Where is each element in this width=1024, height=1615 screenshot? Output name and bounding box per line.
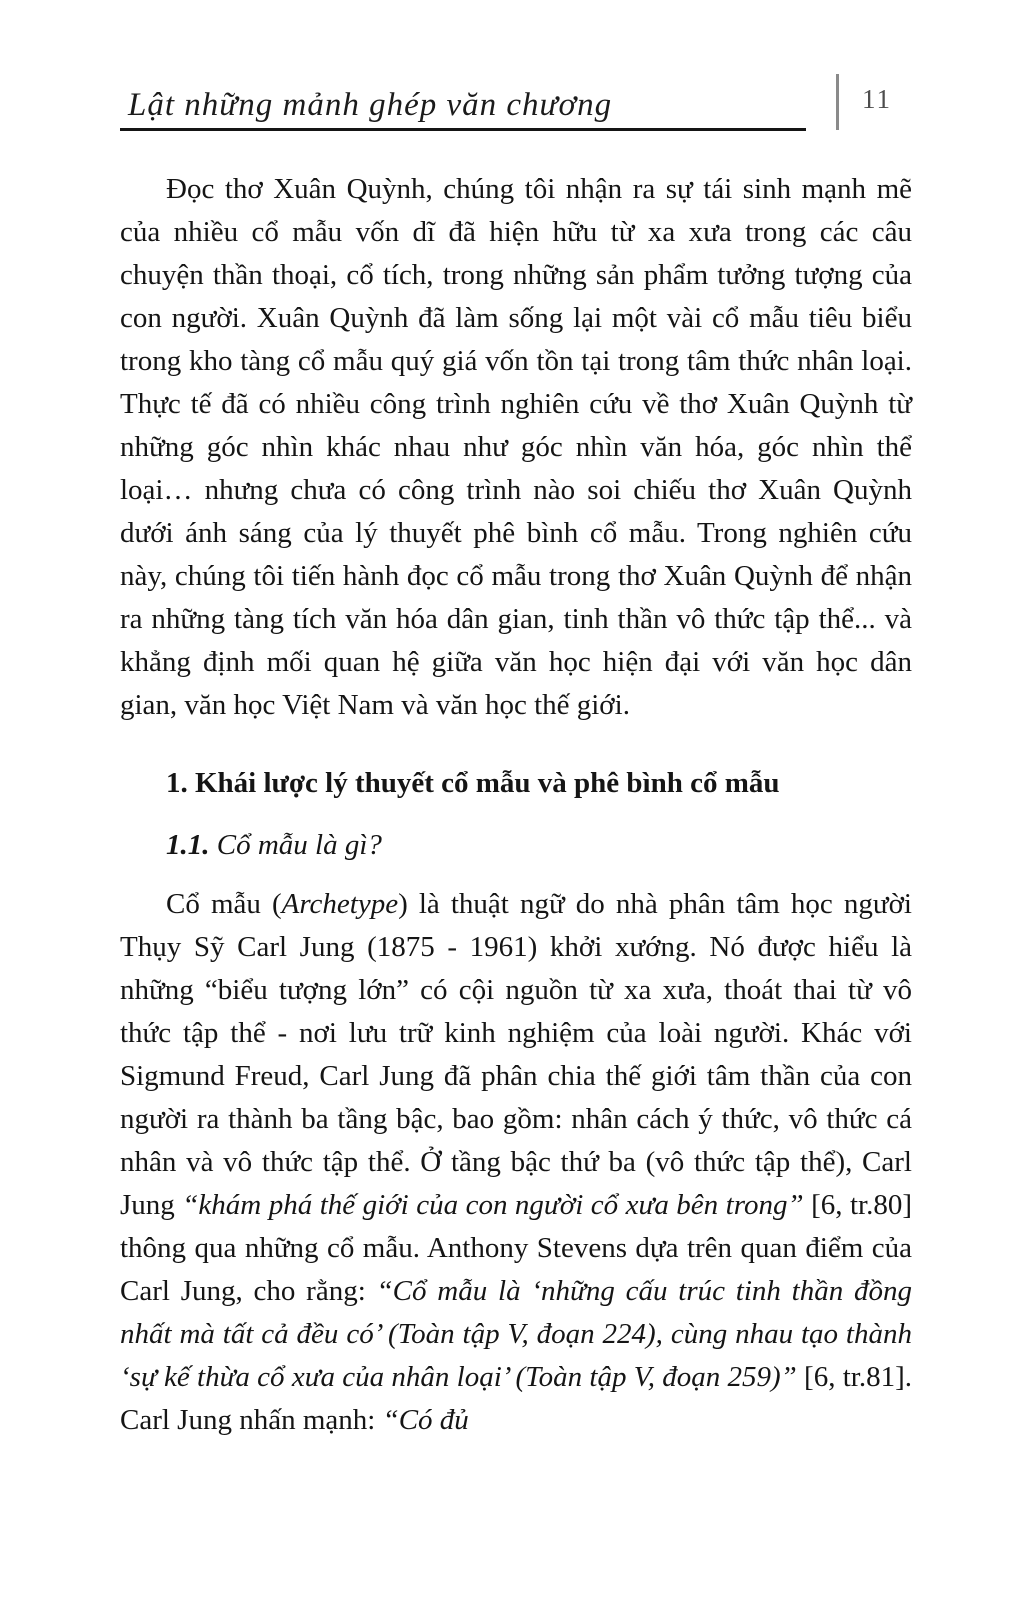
paragraph-run-italic: “Cổ mẫu là ‘những cấu trúc tinh thần đồng nhất mà tất cả đều có’ (Toàn tập V, đoạn 224), cùng nhau tạo thành ‘sự kế thừa cổ xưa của nhân loại’ (Toàn tập V, đoạn 259)” — [120, 1275, 912, 1393]
paragraph-run-italic: “khám phá thế giới của con người cổ xưa bên trong” — [182, 1189, 804, 1221]
paragraph-run-italic: Archetype — [281, 888, 399, 920]
subsection-number: 1.1. — [166, 829, 210, 861]
header-divider-bar — [836, 74, 839, 130]
subsection-title: Cổ mẫu là gì? — [209, 829, 382, 861]
header-underline-rule — [120, 70, 806, 131]
intro-paragraph: Đọc thơ Xuân Quỳnh, chúng tôi nhận ra sự tái sinh mạnh mẽ của nhiều cổ mẫu vốn dĩ đã hiện hữu từ xa xưa trong các câu chuyện thần thoại, cổ tích, trong những sản phẩm tưởng tượng của con người. Xuân Quỳnh đã làm sống lại một vài cổ mẫu tiêu biểu trong kho tàng cổ mẫu quý giá vốn tồn tại trong tâm thức nhân loại. Thực tế đã có nhiều công trình nghiên cứu về thơ Xuân Quỳnh từ những góc nhìn khác nhau như góc nhìn văn hóa, góc nhìn thể loại… nhưng chưa có công trình nào soi chiếu thơ Xuân Quỳnh dưới ánh sáng của lý thuyết phê bình cổ mẫu. Trong nghiên cứu này, chúng tôi tiến hành đọc cổ mẫu trong thơ Xuân Quỳnh để nhận ra những tàng tích văn hóa dân gian, tinh thần vô thức tập thể... và khẳng định mối quan hệ giữa văn học hiện đại với văn học dân gian, văn học Việt Nam và văn học thế giới. — [120, 173, 912, 721]
running-header — [120, 70, 924, 132]
subsection-heading — [120, 825, 912, 865]
paragraph-run: [6, tr.81]. Carl Jung nhấn mạnh: — [120, 1361, 912, 1436]
running-title: Lật những mảnh ghép văn chương — [128, 87, 613, 123]
section-heading: 1. Khái lược lý thuyết cổ mẫu và phê bình cổ mẫu — [166, 767, 780, 799]
paragraph-run: [6, tr.80] thông qua những cổ mẫu. Anthony Stevens dựa trên quan điểm của Carl Jung, cho rằng: — [120, 1189, 912, 1307]
page-number: 11 — [862, 84, 892, 114]
paragraph-run: ) là thuật ngữ do nhà phân tâm học người Thụy Sỹ Carl Jung (1875 - 1961) khởi xướng. Nó được hiểu là những “biểu tượng lớn” có cội nguồn từ xa xưa, thoát thai từ vô thức tập thể - nơi lưu trữ kinh nghiệm của loài người. Khác với Sigmund Freud, Carl Jung đã phân chia thế giới tâm thần của con người ra thành ba tầng bậc, bao gồm: nhân cách ý thức, vô thức cá nhân và vô thức tập thể. Ở tầng bậc thứ ba (vô thức tập thể), Carl Jung — [120, 888, 912, 1221]
paragraph-run-italic: “Có đủ — [382, 1404, 469, 1436]
archetype-paragraph — [120, 883, 912, 1442]
page-body — [120, 168, 912, 1442]
paragraph-run: Cổ mẫu ( — [166, 888, 282, 920]
